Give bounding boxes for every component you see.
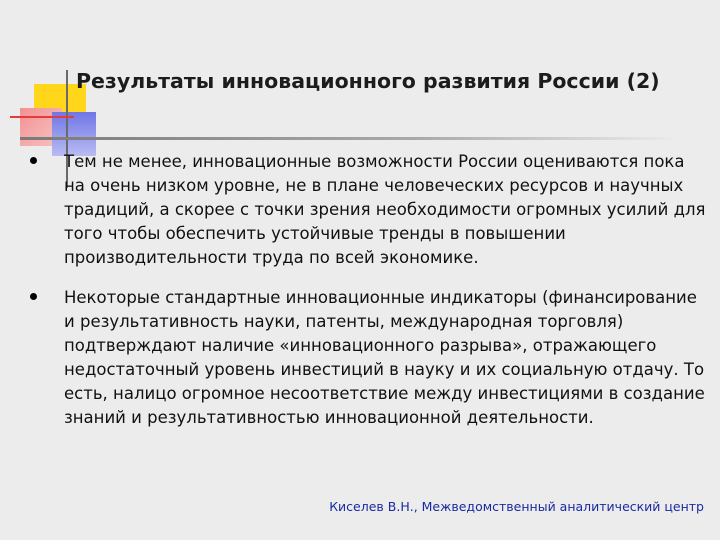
bullet-item xyxy=(30,286,710,430)
slide-footer: Киселев В.Н., Межведомственный аналитический центр xyxy=(329,499,704,514)
bullet-item xyxy=(30,150,710,270)
bullet-list xyxy=(30,150,710,430)
bullet-dot-icon xyxy=(30,293,37,300)
decor-horizontal-line xyxy=(10,116,74,118)
bullet-text: Некоторые стандартные инновационные индикаторы (финансирование и результативность науки, патенты, международная торговля) подтверждают наличие «инновационного разрыва», отражающего недостаточный уровень инвестиций в науку и их социальную отдачу. То есть, налицо огромное несоответствие между инвестициями в создание знаний и результативностью инновационной деятельности. xyxy=(64,288,705,427)
slide-title: Результаты инновационного развития России (2) xyxy=(76,69,660,93)
title-divider xyxy=(20,137,680,140)
bullet-text: Тем не менее, инновационные возможности России оцениваются пока на очень низком уровне, не в плане человеческих ресурсов и научных традиций, а скорее с точки зрения необходимости огромных усилий для того чтобы обеспечить устойчивые тренды в повышении производительности труда по всей экономике. xyxy=(64,152,706,267)
bullet-dot-icon xyxy=(30,157,37,164)
